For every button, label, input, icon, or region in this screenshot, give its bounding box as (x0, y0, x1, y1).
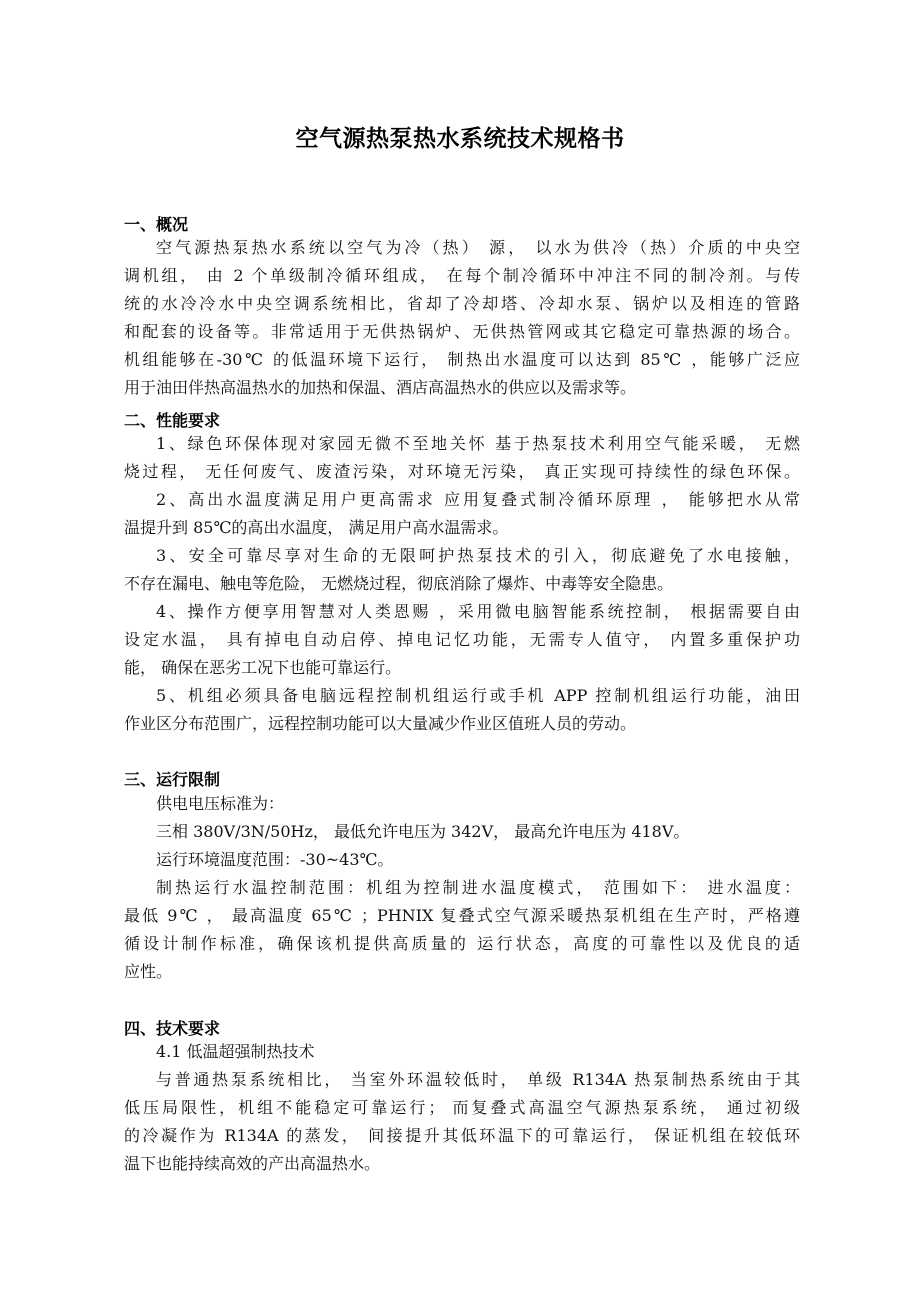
paragraph-line: 循设计制作标准，确保该机提供高质量的 运行状态，高度的可靠性以及优良的适 (124, 934, 800, 953)
section-heading-overview: 一、概况 (124, 215, 189, 234)
paragraph-line: 能， 确保在恶劣工况下也能可靠运行。 (124, 658, 402, 677)
paragraph-line: 统的水冷冷水中央空调系统相比，省却了冷却塔、冷却水泵、锅炉以及相连的管路 (124, 294, 800, 313)
paragraph-line: 与普通热泵系统相比， 当室外环温较低时， 单级 R134A 热泵制热系统由于其 (156, 1070, 800, 1089)
subsection-title: 4.1 低温超强制热技术 (156, 1042, 315, 1061)
section-heading-technical-requirements: 四、技术要求 (124, 1019, 221, 1038)
paragraph-line: 供电电压标准为： (156, 794, 285, 813)
paragraph-line: 应性。 (124, 962, 173, 981)
paragraph-line: 1、绿色环保体现对家园无微不至地关怀 基于热泵技术利用空气能采暖， 无燃 (156, 434, 800, 453)
section-heading-performance: 二、性能要求 (124, 411, 221, 430)
paragraph-line: 5、机组必须具备电脑远程控制机组运行或手机 APP 控制机组运行功能，油田 (156, 686, 800, 705)
paragraph-line: 2、高出水温度满足用户更高需求 应用复叠式制冷循环原理 ， 能够把水从常 (156, 490, 800, 509)
paragraph-line: 空气源热泵热水系统以空气为冷（热） 源， 以水为供冷（热）介质的中央空 (156, 238, 800, 257)
paragraph-line: 机组能够在-30℃ 的低温环境下运行， 制热出水温度可以达到 85℃ ，能够广泛应 (124, 350, 800, 369)
paragraph-line: 温下也能持续高效的产出高温热水。 (124, 1154, 381, 1173)
paragraph-line: 的冷凝作为 R134A 的蒸发， 间接提升其低环温下的可靠运行， 保证机组在较低环 (124, 1126, 800, 1145)
paragraph-line: 4、操作方便享用智慧对人类恩赐 ，采用微电脑智能系统控制， 根据需要自由 (156, 602, 800, 621)
paragraph-line: 温提升到 85℃的高出水温度， 满足用户高水温需求。 (124, 518, 509, 537)
paragraph-line: 三相 380V/3N/50Hz， 最低允许电压为 342V， 最高允许电压为 418V。 (156, 822, 690, 841)
paragraph-line: 低压局限性，机组不能稳定可靠运行； 而复叠式高温空气源热泵系统， 通过初级 (124, 1098, 800, 1117)
paragraph-line: 作业区分布范围广，远程控制功能可以大量减少作业区值班人员的劳动。 (124, 714, 637, 733)
paragraph-line: 用于油田伴热高温热水的加热和保温、酒店高温热水的供应以及需求等。 (124, 378, 637, 397)
paragraph-line: 3、安全可靠尽享对生命的无限呵护热泵技术的引入，彻底避免了水电接触， (156, 546, 800, 565)
section-heading-operating-limits: 三、运行限制 (124, 770, 221, 789)
paragraph-line: 和配套的设备等。非常适用于无供热锅炉、无供热管网或其它稳定可靠热源的场合。 (124, 322, 800, 341)
paragraph-line: 不存在漏电、触电等危险， 无燃烧过程，彻底消除了爆炸、中毒等安全隐患。 (124, 574, 674, 593)
paragraph-line: 制热运行水温控制范围：机组为控制进水温度模式， 范围如下： 进水温度： (156, 878, 800, 897)
paragraph-line: 设定水温， 具有掉电自动启停、掉电记忆功能，无需专人值守， 内置多重保护功 (124, 630, 800, 649)
paragraph-line: 运行环境温度范围：-30~43℃。 (156, 850, 394, 869)
paragraph-line: 烧过程， 无任何废气、废渣污染，对环境无污染， 真正实现可持续性的绿色环保。 (124, 462, 800, 481)
paragraph-line: 调机组， 由 2 个单级制冷循环组成， 在每个制冷循环中冲注不同的制冷剂。与传 (124, 266, 800, 285)
document-title: 空气源热泵热水系统技术规格书 (295, 126, 625, 152)
paragraph-line: 最低 9℃ ， 最高温度 65℃ ；PHNIX 复叠式空气源采暖热泵机组在生产时，严格遵 (124, 906, 800, 925)
